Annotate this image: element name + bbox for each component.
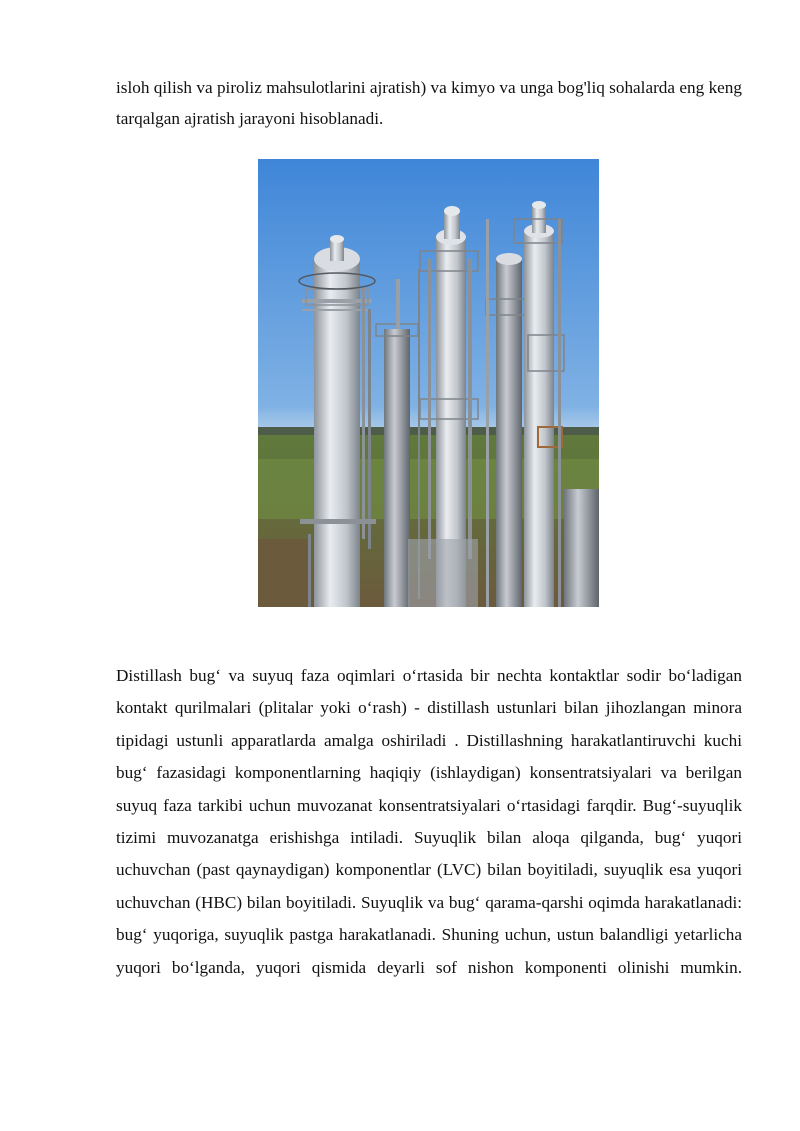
main-paragraph: Distillash bug‘ va suyuq faza oqimlari o‘rtasida bir nechta kontaktlar sodir bo‘ladigan kontakt qurilmalari (plitalar yoki o‘rash) - distillash ustunlari bilan jihozlangan minora tipidagi ustunli apparatlarda amalga oshiriladi . Distillashning harakatlantiruvchi kuchi bug‘ fazasidagi komponentlarning haqiqiy (ishlaydigan) konsentratsiyalari va berilgan suyuq faza tarkibi uchun muvozanat konsentratsiyalari o‘rtasidagi farqdir. Bug‘-suyuqlik tizimi muvozanatga erishishga intiladi. Suyuqlik bilan aloqa qilganda, bug‘ yuqori uchuvchan (past qaynaydigan) komponentlar (LVC) bilan boyitiladi, suyuqlik esa yuqori uchuvchan (HBC) bilan boyitiladi. Suyuqlik va bug‘ qarama-qarshi oqimda harakatlanadi: bug‘ yuqoriga, suyuqlik pastga harakatlanadi. Shuning uchun, ustun balandligi yetarlicha yuqori bo‘lganda, yuqori qismida deyarli sof nishon komponenti olinishi mumkin. <box>116 666 742 977</box>
distillation-columns-photo <box>258 159 599 607</box>
intro-paragraph: isloh qilish va piroliz mahsulotlarini ajratish) va kimyo va unga bog'liq sohalarda eng keng tarqalgan ajratish jarayoni hisoblanadi. <box>116 78 742 128</box>
